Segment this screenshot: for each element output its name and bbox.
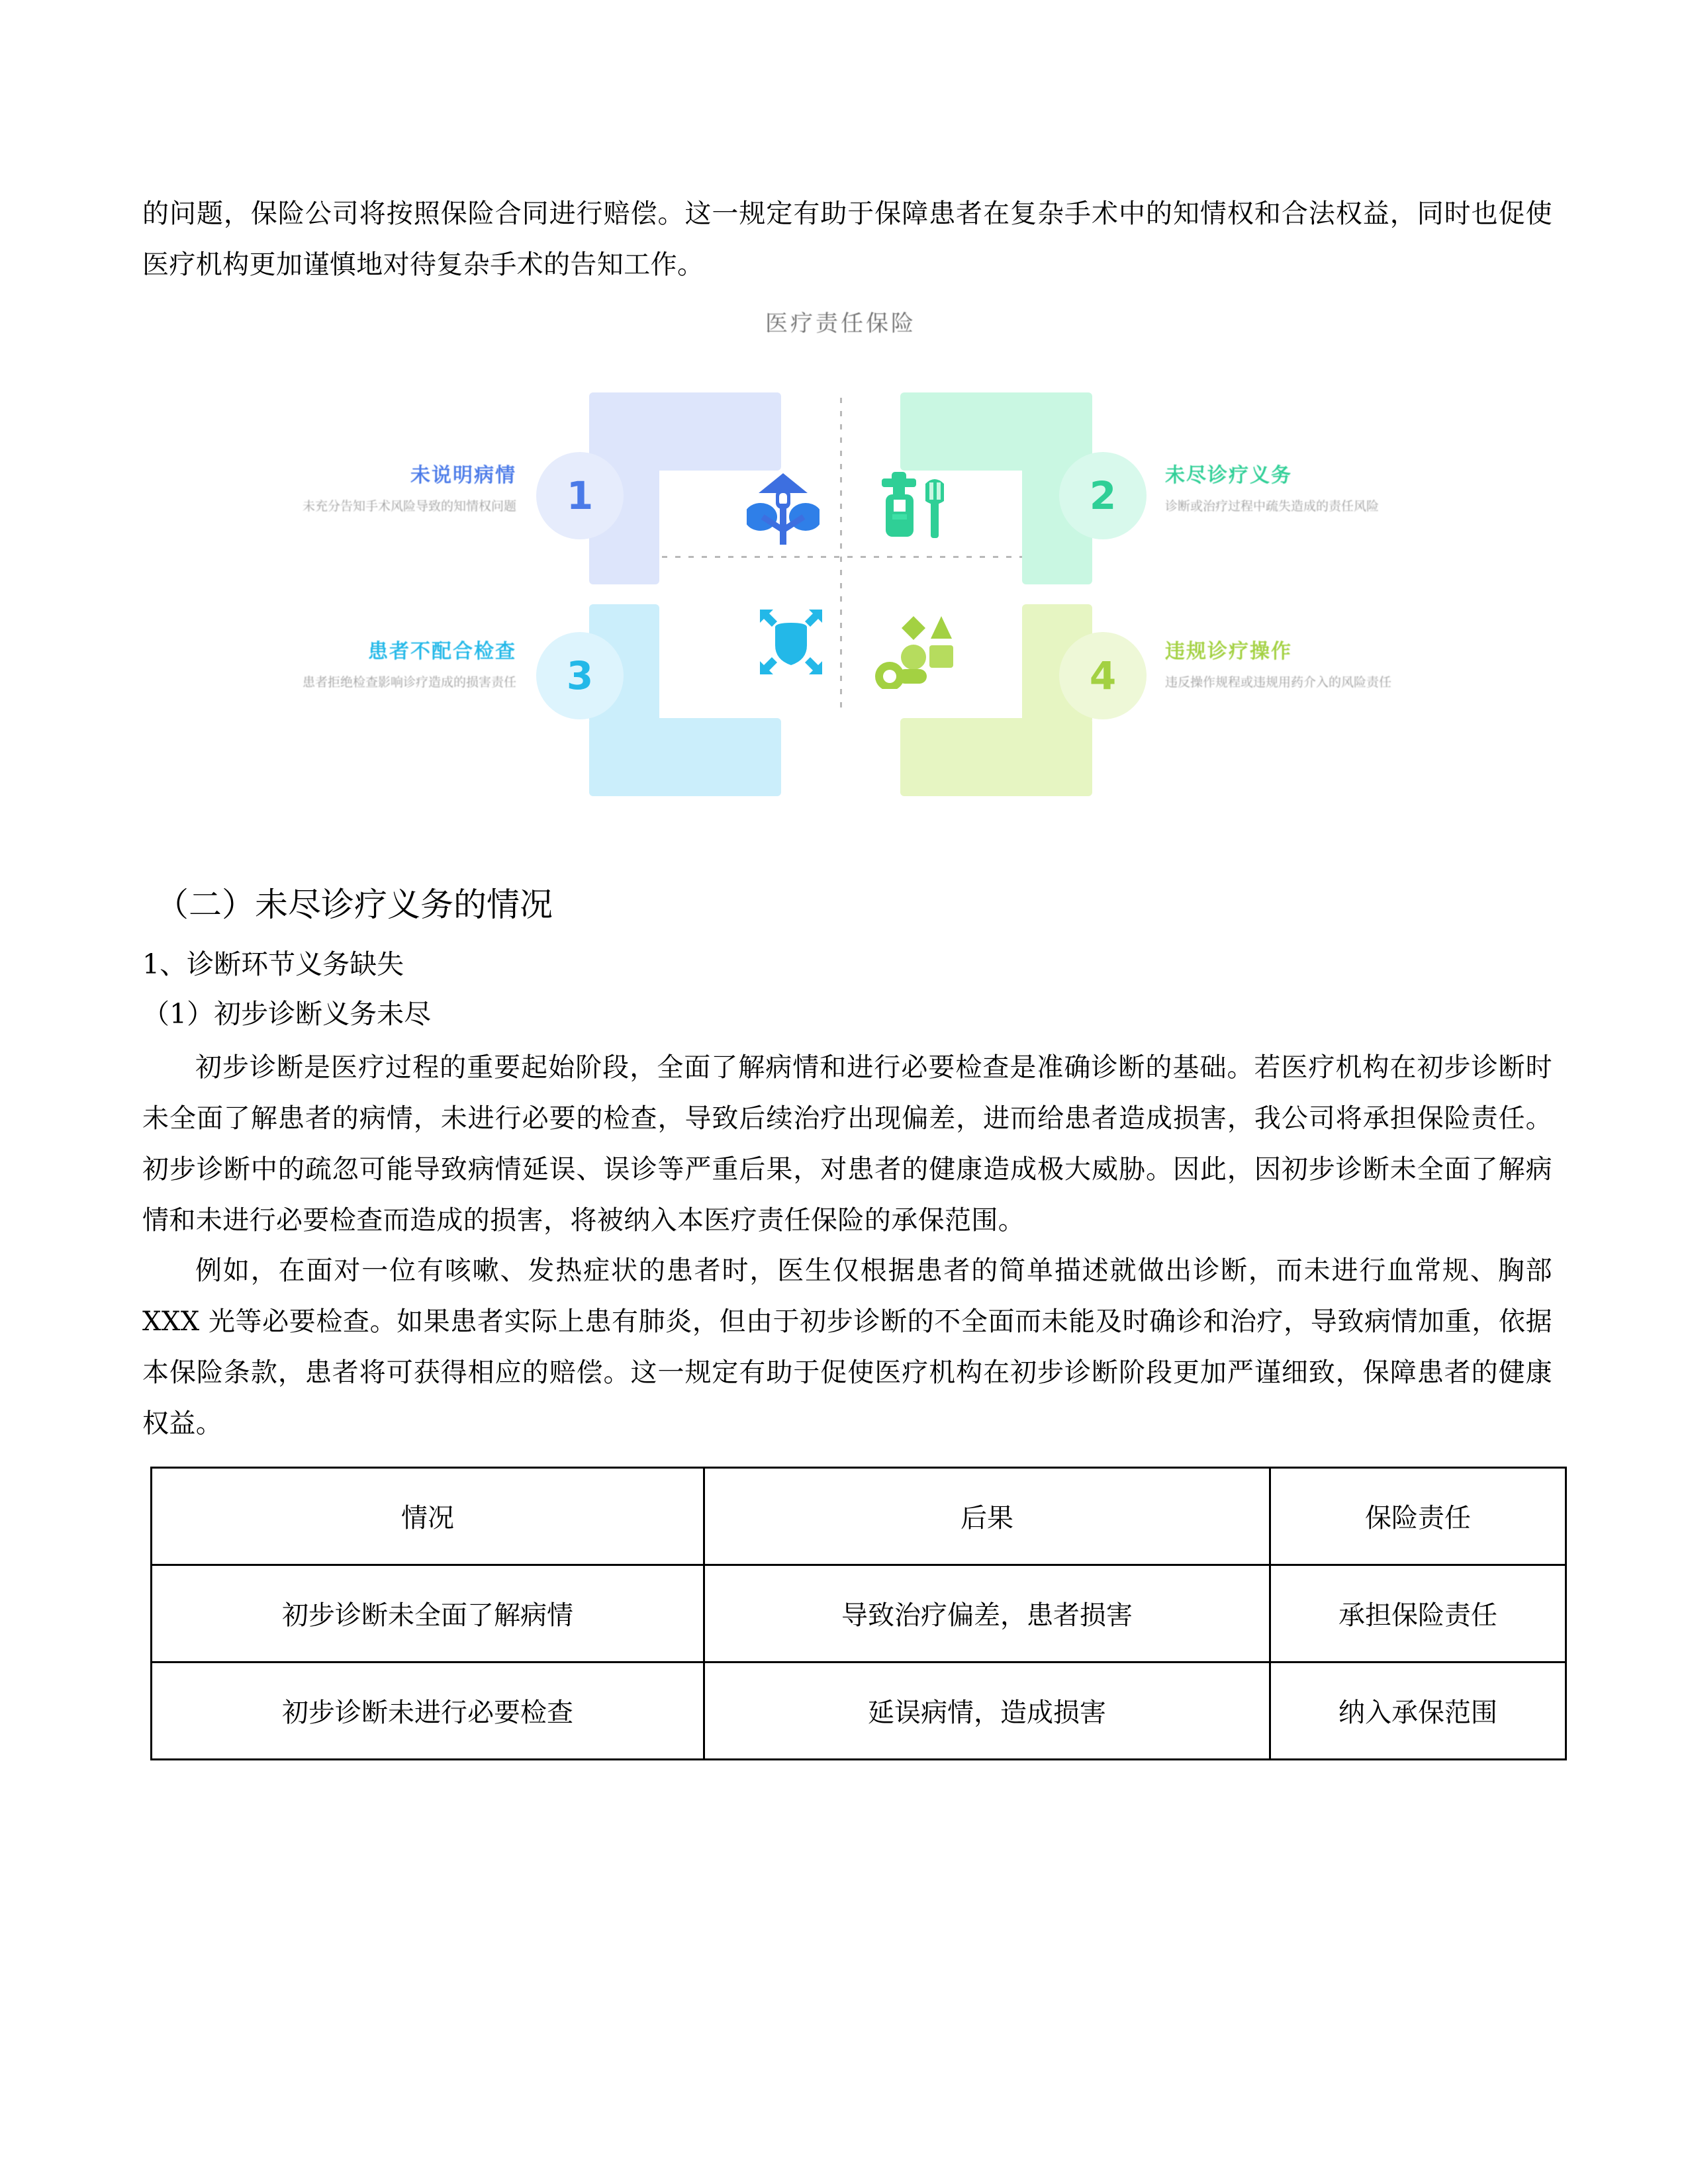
table-row [152, 1565, 1566, 1662]
table-header-row [152, 1467, 1566, 1565]
doctor-tool-icon [874, 471, 953, 553]
situation-table [150, 1467, 1567, 1760]
figure-canvas [302, 346, 1392, 849]
infographic-figure [136, 305, 1546, 854]
shield-arrows-icon [755, 606, 827, 681]
quadrant-3-block [589, 604, 781, 796]
table-row [152, 1662, 1566, 1759]
paragraph-1: 初步诊断是医疗过程的重要起始阶段，全面了解病情和进行必要检查是准确诊断的基础。若医疗机构在初步诊断时未全面了解患者的病情，未进行必要的检查，导致后续治疗出现偏差，进而给患者造成损害，我公司将承担保险责任。初步诊断中的疏忽可能导致病情延误、误诊等严重后果，对患者的健康造成极大威胁。因此，因初步诊断未全面了解病情和未进行必要检查而造成的损害，将被纳入本医疗责任保险的承保范围。 [142, 1052, 1552, 1236]
table-cell: 导致治疗偏差，患者损害 [704, 1565, 1270, 1662]
quadrant-3-number: 3 [536, 632, 624, 719]
sub-heading-2: （1）初步诊断义务未尽 [142, 998, 432, 1030]
sub-heading-1: 1、诊断环节义务缺失 [142, 948, 404, 980]
quadrant-1-number: 1 [536, 452, 624, 539]
table-cell: 纳入承保范围 [1270, 1662, 1566, 1759]
table-header-cell: 保险责任 [1270, 1467, 1566, 1565]
quadrant-4-number: 4 [1059, 632, 1147, 719]
quadrant-4-label: 违规诊疗操作 [1165, 639, 1292, 663]
table-header-cell: 后果 [704, 1467, 1270, 1565]
quadrant-1-text [252, 459, 516, 516]
quadrant-3-desc: 患者拒绝检查影响诊疗造成的损害责任 [302, 674, 516, 690]
quadrant-3-label: 患者不配合检查 [368, 639, 516, 663]
table-cell: 承担保险责任 [1270, 1565, 1566, 1662]
table-cell: 延误病情，造成损害 [704, 1662, 1270, 1759]
quadrant-1-desc: 未充分告知手术风险导致的知情权问题 [302, 498, 516, 514]
figure-title: 医疗责任保险 [765, 310, 916, 337]
quadrant-2-desc: 诊断或治疗过程中疏失造成的责任风险 [1165, 498, 1380, 514]
quadrant-2-number: 2 [1059, 452, 1147, 539]
table-cell: 初步诊断未进行必要检查 [152, 1662, 704, 1759]
table-header-cell: 情况 [152, 1467, 704, 1565]
quadrant-4-desc: 违反操作规程或违规用药介入的风险责任 [1165, 674, 1392, 690]
quadrant-3-text [252, 635, 516, 692]
table-cell: 初步诊断未全面了解病情 [152, 1565, 704, 1662]
quadrant-2-label: 未尽诊疗义务 [1165, 463, 1292, 487]
broadcast-tree-icon [747, 469, 820, 551]
quadrant-2-text [1165, 459, 1430, 516]
section-heading: （二）未尽诊疗义务的情况 [156, 885, 553, 924]
top-paragraph: 的问题，保险公司将按照保险合同进行赔偿。这一规定有助于保障患者在复杂手术中的知情权和合法权益，同时也促使医疗机构更加谨慎地对待复杂手术的告知工作。 [142, 199, 1552, 280]
quadrant-4-text [1165, 635, 1430, 692]
shapes-wrench-icon [875, 610, 955, 692]
paragraph-2: 例如，在面对一位有咳嗽、发热症状的患者时，医生仅根据患者的简单描述就做出诊断，而未进行血常规、胸部 XXX 光等必要检查。如果患者实际上患有肺炎，但由于初步诊断的不全面而未能及时确诊和治疗，导致病情加重，依据本保险条款，患者将可获得相应的赔偿。这一规定有助于促使医疗机构在初步诊断阶段更加严谨细致，保障患者的健康权益。 [142, 1255, 1552, 1439]
quadrant-1-label: 未说明病情 [410, 463, 516, 487]
